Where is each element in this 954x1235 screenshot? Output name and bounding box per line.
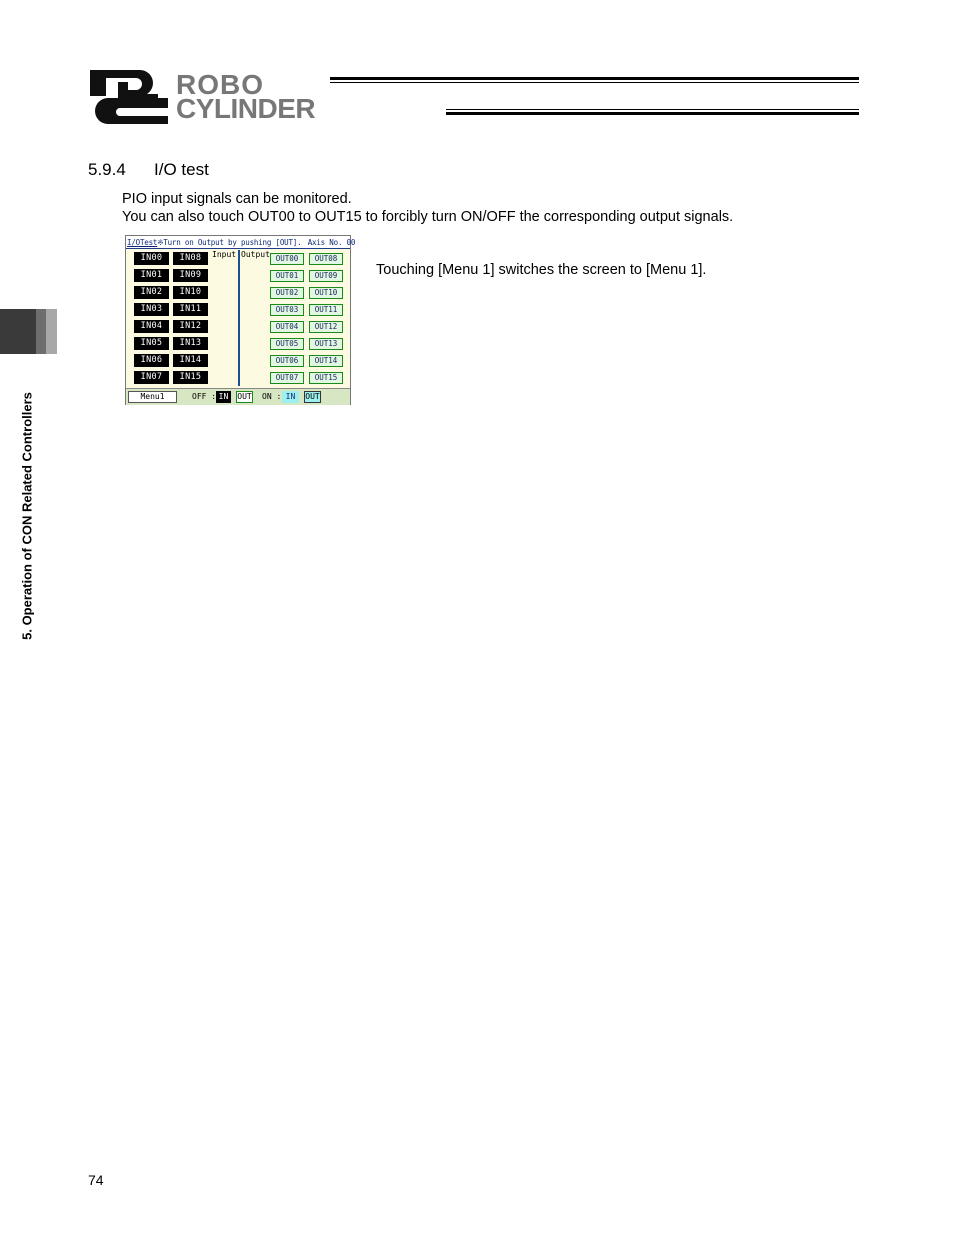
input-indicator-in12: IN12: [173, 320, 208, 333]
screen-title: I/OTest: [127, 238, 158, 247]
output-button-out12[interactable]: OUT12: [309, 321, 343, 333]
section-heading: [88, 160, 209, 180]
screen-footer: [126, 388, 350, 405]
output-column-label: Output: [241, 250, 270, 259]
header-rule-top-thick: [330, 77, 859, 80]
page-number: 74: [88, 1172, 104, 1188]
output-button-out05[interactable]: OUT05: [270, 338, 304, 350]
output-button-out13[interactable]: OUT13: [309, 338, 343, 350]
legend-on-label: ON :: [262, 392, 282, 401]
input-indicator-in08: IN08: [173, 252, 208, 265]
input-column-label: Input: [212, 250, 237, 259]
output-button-out04[interactable]: OUT04: [270, 321, 304, 333]
output-button-out07[interactable]: OUT07: [270, 372, 304, 384]
io-test-screen: [125, 235, 356, 405]
input-indicator-in06: IN06: [134, 354, 169, 367]
input-indicator-in13: IN13: [173, 337, 208, 350]
legend-in-on: IN: [282, 391, 299, 403]
output-button-out08[interactable]: OUT08: [309, 253, 343, 265]
input-indicator-in14: IN14: [173, 354, 208, 367]
input-indicator-in07: IN07: [134, 371, 169, 384]
header-rule-bottom-thin: [446, 109, 859, 110]
header-rule-top-thin: [330, 82, 859, 83]
menu-switch-note: Touching [Menu 1] switches the screen to [Menu 1].: [376, 262, 707, 278]
svg-text:ROBO: ROBO: [176, 69, 264, 100]
screen-title-bar: [126, 236, 356, 249]
output-button-out11[interactable]: OUT11: [309, 304, 343, 316]
output-button-out14[interactable]: OUT14: [309, 355, 343, 367]
section-number: 5.9.4: [88, 160, 126, 179]
output-button-out09[interactable]: OUT09: [309, 270, 343, 282]
body-line-2: You can also touch OUT00 to OUT15 to forcibly turn ON/OFF the corresponding output signals.: [122, 209, 734, 225]
menu1-button[interactable]: Menu1: [128, 391, 177, 403]
header-rule-bottom-thick: [446, 112, 859, 115]
screen-title-instruction: ※Turn on Output by pushing [OUT].: [157, 238, 302, 247]
io-divider: [238, 250, 240, 386]
legend-off-label: OFF :: [192, 392, 217, 401]
input-indicator-in11: IN11: [173, 303, 208, 316]
side-tab-marker-mid: [36, 309, 46, 354]
output-button-out03[interactable]: OUT03: [270, 304, 304, 316]
legend-in-off: IN: [216, 391, 231, 403]
output-button-out01[interactable]: OUT01: [270, 270, 304, 282]
screen-axis-number: Axis No. 00: [307, 238, 356, 247]
section-title: I/O test: [154, 160, 209, 179]
input-indicator-in03: IN03: [134, 303, 169, 316]
legend-out-on: OUT: [305, 392, 320, 401]
svg-text:CYLINDER: CYLINDER: [176, 93, 316, 124]
output-button-out02[interactable]: OUT02: [270, 287, 304, 299]
input-indicator-in04: IN04: [134, 320, 169, 333]
input-indicator-in15: IN15: [173, 371, 208, 384]
input-indicator-in10: IN10: [173, 286, 208, 299]
side-tab-marker-light: [46, 309, 57, 354]
output-button-out15[interactable]: OUT15: [309, 372, 343, 384]
side-tab-marker: [0, 309, 36, 354]
input-indicator-in05: IN05: [134, 337, 169, 350]
legend-out-off: OUT: [237, 392, 252, 401]
input-indicator-in01: IN01: [134, 269, 169, 282]
input-indicator-in02: IN02: [134, 286, 169, 299]
output-button-out00[interactable]: OUT00: [270, 253, 304, 265]
input-indicator-in09: IN09: [173, 269, 208, 282]
input-indicator-in00: IN00: [134, 252, 169, 265]
output-button-out10[interactable]: OUT10: [309, 287, 343, 299]
output-button-out06[interactable]: OUT06: [270, 355, 304, 367]
chapter-side-label: 5. Operation of CON Related Controllers: [19, 392, 35, 640]
body-line-1: PIO input signals can be monitored.: [122, 191, 352, 207]
